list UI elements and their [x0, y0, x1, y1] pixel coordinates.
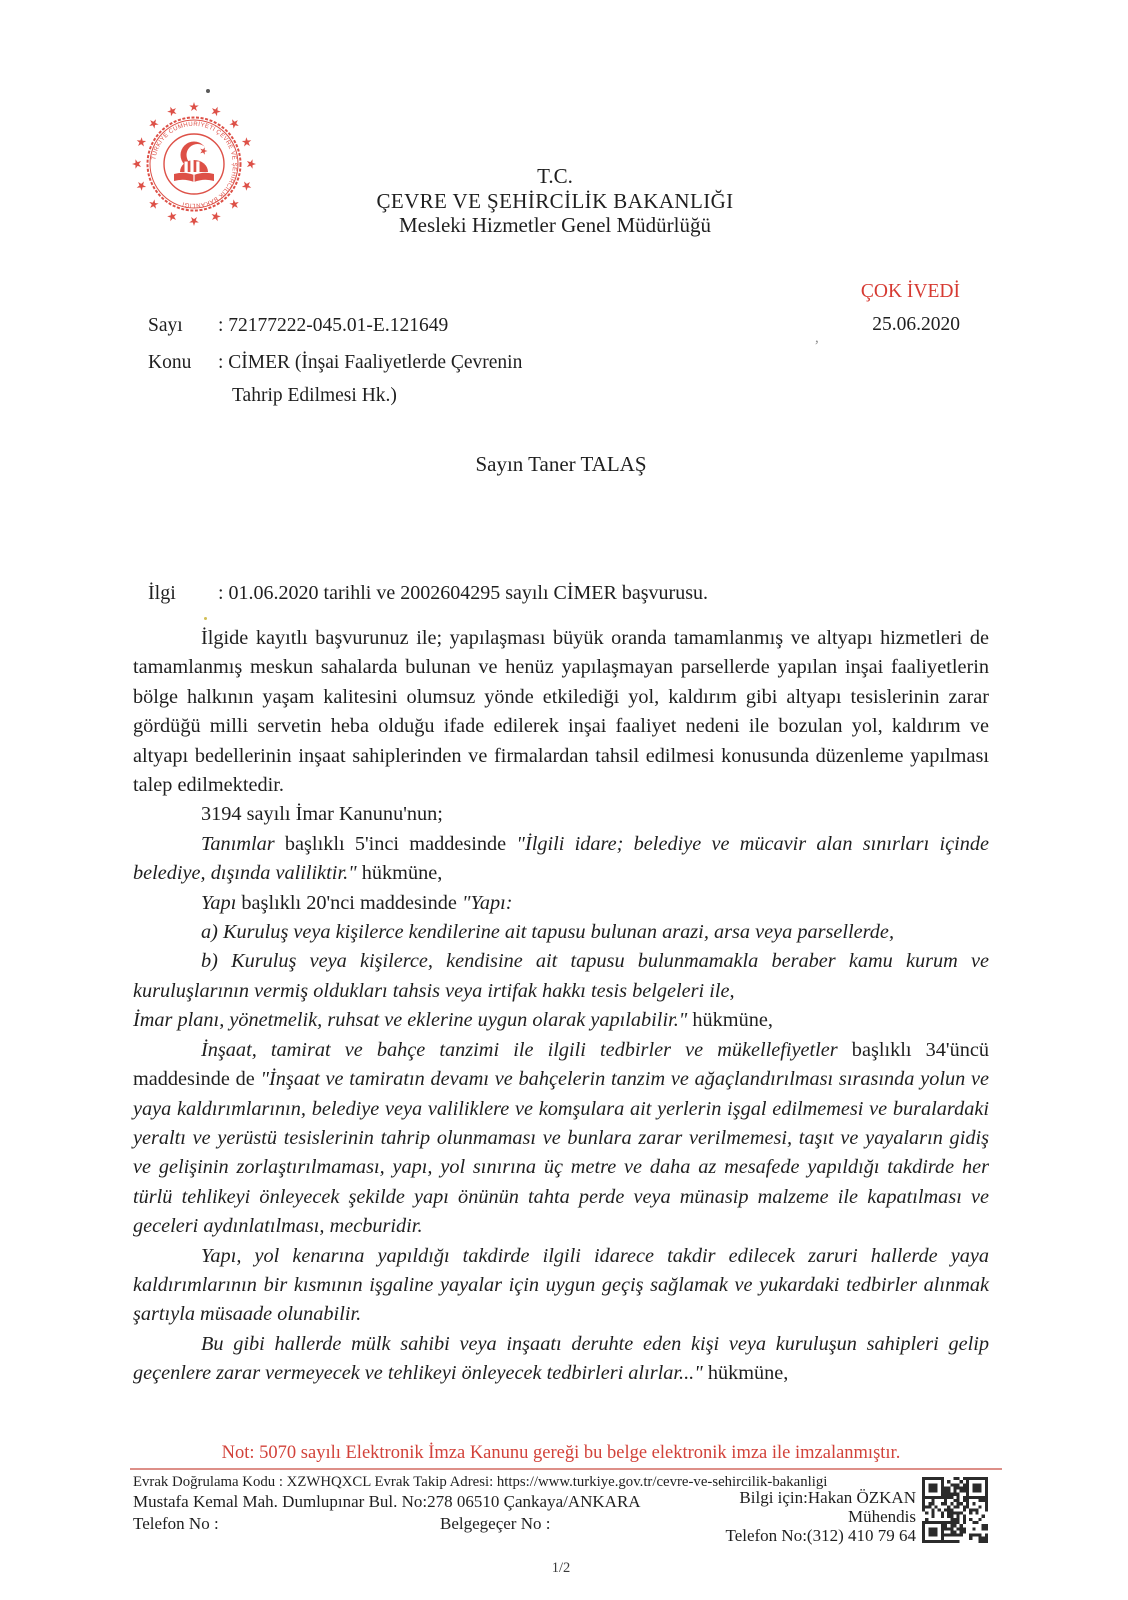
- quoted-law-text: "İlgili idare; belediye ve mücavir alan sınırları içinde belediye, dışında valiliktir.": [133, 832, 989, 885]
- body-text: başlıklı 34'üncü maddesinde de: [133, 1038, 989, 1091]
- body-paragraph: [133, 1330, 989, 1389]
- fax-label: Belgegeçer No :: [440, 1514, 551, 1533]
- contact-block: [726, 1489, 917, 1545]
- ilgi-value: : 01.06.2020 tarihli ve 2002604295 sayılı CİMER başvurusu.: [218, 582, 708, 604]
- quoted-law-text: İmar planı, yönetmelik, ruhsat ve eklerine uygun olarak yapılabilir.": [133, 1009, 688, 1032]
- letter-body: [133, 624, 989, 1389]
- seal-ring-text: TÜRKİYE CUMHURİYETİ ÇEVRE VE ŞEHİRCİLİK BAKANLIĞI: [150, 120, 238, 209]
- footer-divider: [130, 1468, 1002, 1470]
- sayi-value: : 72177222-045.01-E.121649: [218, 315, 449, 336]
- document-date: 25.06.2020: [872, 314, 960, 335]
- ilgi-label: İlgi: [148, 582, 176, 604]
- recipient-name: Sayın Taner TALAŞ: [475, 452, 647, 476]
- body-paragraph: [133, 800, 989, 829]
- contact-phone: Telefon No:(312) 410 79 64: [725, 1525, 916, 1545]
- letterhead-ministry: ÇEVRE VE ŞEHİRCİLİK BAKANLIĞI: [376, 188, 734, 213]
- quoted-law-text: İnşaat, tamirat ve bahçe tanzimi ile ilgili tedbirler ve mükellefiyetler: [201, 1038, 838, 1061]
- quoted-law-text: "İnşaat ve tamiratın devamı ve bahçelerin tanzim ve ağaçlandırılması sırasında yolun ve yaya kaldırımlarının, belediye veya valiliklere ve komşulara ait yerlerin işgal edilmemesi ve buralardaki yeraltı ve yerüstü tesislerinin tahrip olunmaması ve bunlara zarar verilmemesi, taşıt ve yayaların gidiş ve gelişinin zorlaştırılmaması, yapı, yol sınırına üç metre ve daha az mesafede yapıldığı takdirde her türlü tehlikeyi önleyecek şekilde yapı önünün tahta perde veya münasip malzeme ile kapatılması ve geceleri aydınlatılması, mecburidir.: [133, 1068, 989, 1238]
- body-text: İlgide kayıtlı başvurunuz ile; yapılaşması büyük oranda tamamlanmış ve altyapı hizmetleri de tamamlanmış meskun sahalarda bulunan ve henüz yapılaşmayan parsellerde yapılan inşai faaliyetlerin bölge halkının yaşam kalitesini olumsuz yönde etkilediği yol, kaldırım gibi altyapı tesislerinin zarar gördüğü milli servetin heba olduğu ifade edilerek inşai faaliyet nedeni ile bozulan yol, kaldırım ve altyapı bedellerinin inşaat sahiplerinden ve firmalardan tahsil edilmesi konusunda düzenleme yapılması talep edilmektedir.: [133, 627, 989, 797]
- priority-stamp: ÇOK İVEDİ: [860, 281, 960, 302]
- contact-name: Bilgi için:Hakan ÖZKAN: [739, 1488, 916, 1507]
- scan-speck: ,: [815, 330, 819, 346]
- letterhead: [255, 164, 855, 238]
- letterhead-department: Mesleki Hizmetler Genel Müdürlüğü: [398, 213, 711, 237]
- body-text: başlıklı 20'nci maddesinde: [236, 891, 462, 914]
- qr-code: [922, 1477, 988, 1543]
- body-paragraph: [133, 1006, 989, 1035]
- quoted-law-text: "Yapı:: [461, 891, 513, 914]
- ministry-seal-logo: [128, 96, 260, 232]
- body-paragraph: [133, 918, 989, 947]
- body-paragraph: [133, 889, 989, 918]
- qr-code-icon: [922, 1477, 988, 1543]
- address-line: Mustafa Kemal Mah. Dumlupınar Bul. No:278 06510 Çankaya/ANKARA: [133, 1492, 641, 1511]
- body-paragraph: [133, 1036, 989, 1242]
- konu-value: : CİMER (İnşai Faaliyetlerde Çevrenin: [218, 352, 523, 373]
- konu-value-continuation: Tahrip Edilmesi Hk.): [232, 385, 397, 406]
- body-text: hükmüne,: [702, 1362, 789, 1385]
- quoted-law-text: b) Kuruluş veya kişilerce, kendisine ait tapusu bulunmamakla beraber kamu kurum ve kuruluşlarının vermiş oldukları tahsis veya irtifak hakkı tesis belgeleri ile,: [133, 950, 989, 1002]
- verification-line: Evrak Doğrulama Kodu : XZWHQXCL Evrak Takip Adresi: https://www.turkiye.gov.tr/cevre-ve-sehircilik-bakanligi: [133, 1474, 828, 1490]
- document-meta: [148, 314, 522, 408]
- body-text: hükmüne,: [687, 1009, 773, 1032]
- sayi-label: Sayı: [148, 315, 183, 336]
- e-signature-note: Not: 5070 sayılı Elektronik İmza Kanunu gereği bu belge elektronik imza ile imzalanmıştır.: [221, 1443, 901, 1463]
- body-paragraph: [133, 947, 989, 1006]
- sayi-row: [148, 314, 522, 338]
- konu-row: [148, 351, 522, 375]
- body-paragraph: [133, 1242, 989, 1330]
- quoted-law-text: Tanımlar: [201, 832, 275, 855]
- body-paragraph: [133, 830, 989, 889]
- quoted-law-text: Bu gibi hallerde mülk sahibi veya inşaatı deruhte eden kişi veya kuruluşun sahipleri gelip geçenlere zarar vermeyecek ve tehlikeyi önleyecek tedbirleri alırlar...": [133, 1332, 989, 1385]
- body-paragraph: [133, 624, 989, 800]
- seal-icon: [128, 96, 260, 232]
- quoted-law-text: Yapı: [201, 891, 237, 914]
- phone-label: Telefon No :: [133, 1514, 219, 1533]
- letterhead-country: T.C.: [537, 164, 573, 188]
- scan-speck: [206, 89, 210, 93]
- konu-label: Konu: [148, 352, 192, 373]
- body-text: hükmüne,: [356, 862, 443, 885]
- ilgi-row: [148, 582, 708, 605]
- scan-speck: [204, 617, 207, 620]
- contact-title: Mühendis: [848, 1506, 916, 1526]
- quoted-law-text: Yapı, yol kenarına yapıldığı takdirde ilgili idarece takdir edilecek zaruri hallerde yaya kaldırımlarının bir kısmının işgaline yayalar için uygun geçiş sağlamak ve yukardaki tedbirler alınmak şartıyla müsaade olunabilir.: [133, 1244, 989, 1326]
- page-number: 1/2: [551, 1560, 571, 1576]
- body-text: başlıklı 5'inci maddesinde: [274, 832, 517, 855]
- quoted-law-text: a) Kuruluş veya kişilerce kendilerine ait tapusu bulunan arazi, arsa veya parsellerde,: [201, 921, 895, 944]
- body-text: 3194 sayılı İmar Kanunu'nun;: [201, 803, 443, 826]
